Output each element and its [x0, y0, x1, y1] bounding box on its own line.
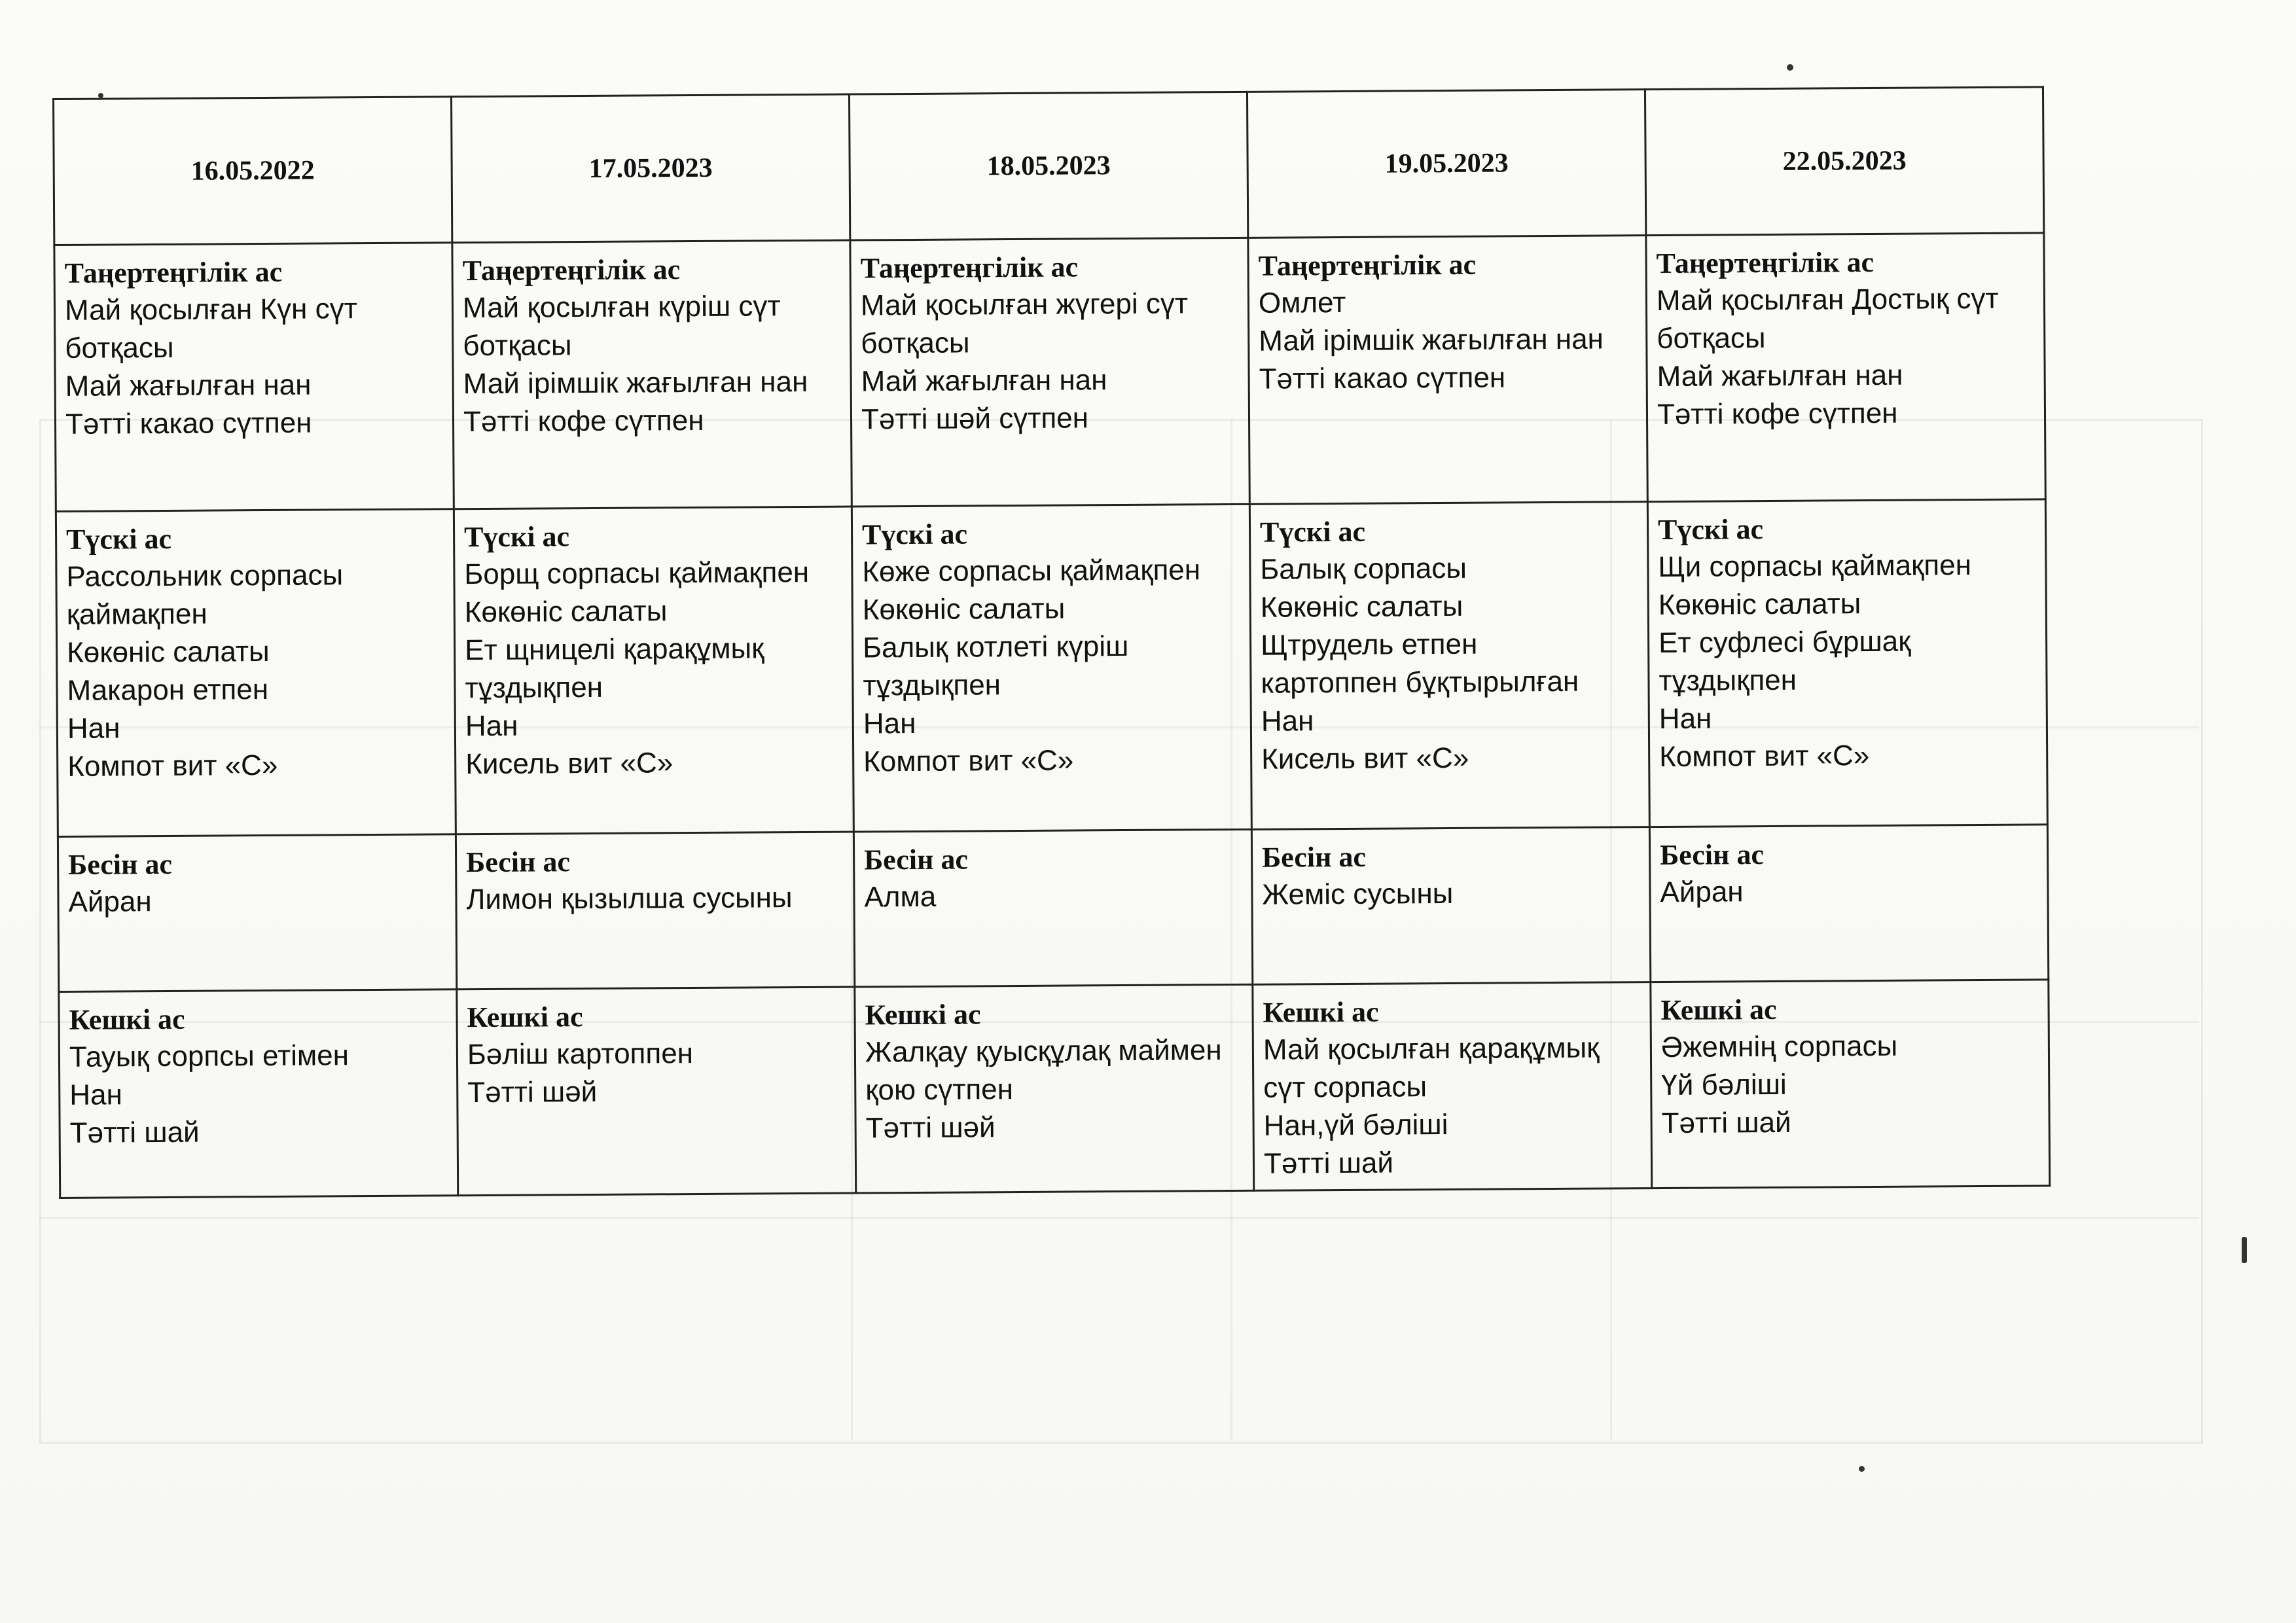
dish-item: Кисель вит «С» — [465, 747, 673, 781]
date-header — [849, 92, 1247, 240]
dish-item: Балық котлеті күріш тұздықпен — [863, 630, 1129, 702]
meal-heading: Кешкі ас — [69, 1003, 185, 1036]
menu-cell — [1649, 825, 2048, 982]
meal-heading: Бесін ас — [1261, 840, 1367, 874]
dish-item: картоппен бұқтырылған — [1261, 665, 1579, 700]
dish-item: Ет суфлесі бұршақ тұздықпен — [1658, 625, 1911, 698]
dish-item: Нан — [67, 712, 120, 745]
dish-item: Тәтті шай — [1263, 1147, 1394, 1180]
scan-speck — [98, 93, 103, 98]
date-label: 18.05.2023 — [986, 151, 1111, 182]
menu-cell — [855, 984, 1254, 1193]
meal-heading: Түскі ас — [1259, 515, 1366, 548]
dish-item: Компот вит «С» — [67, 749, 278, 783]
meal-heading: Түскі ас — [1657, 513, 1764, 546]
date-header-row — [54, 87, 2044, 245]
lunch-row — [56, 499, 2047, 837]
meal-heading: Түскі ас — [65, 522, 172, 556]
dish-item: Щи сорпасы қаймақпен — [1658, 549, 1972, 584]
menu-cell — [54, 243, 454, 512]
menu-cell — [452, 240, 852, 509]
meal-heading: Түскі ас — [861, 518, 968, 551]
dish-item: Тәтті шәй — [467, 1075, 598, 1109]
dish-item: Көкөніс салаты — [67, 635, 270, 669]
meal-heading: Кешкі ас — [467, 1001, 583, 1034]
meal-heading: Бесін ас — [863, 843, 969, 876]
meal-heading: Кешкі ас — [865, 998, 981, 1031]
scan-speck — [1787, 64, 1793, 71]
menu-cell — [1651, 980, 2050, 1188]
menu-cell — [1248, 236, 1647, 505]
dish-item: Нан — [1659, 702, 1712, 736]
date-label: 19.05.2023 — [1384, 148, 1509, 179]
dish-item: Нан — [1261, 705, 1314, 738]
dish-item: Нан,үй бәліші — [1263, 1109, 1448, 1142]
dish-item: Ет щницелі қарақұмық тұздықпен — [465, 632, 764, 705]
menu-cell — [56, 509, 456, 837]
meal-heading: Таңертеңгілік ас — [860, 251, 1079, 285]
date-header — [54, 97, 452, 245]
dish-item: Көкөніс салаты — [1658, 588, 1861, 622]
date-header — [451, 94, 850, 243]
dish-item: Макарон етпен — [67, 673, 269, 707]
dish-item: Көкөніс салаты — [1260, 590, 1463, 624]
menu-cell — [1251, 827, 1650, 985]
dish-item: Тәтті шәй — [865, 1111, 996, 1145]
date-label: 22.05.2023 — [1782, 145, 1907, 177]
menu-cell — [58, 834, 456, 992]
dish-item: Жеміс сусыны — [1262, 877, 1454, 911]
menu-body — [54, 233, 2050, 1198]
menu-cell — [1253, 982, 1652, 1191]
dish-item: Май ірімшік жағылған нан — [463, 365, 808, 401]
dish-item: Үй бәліші — [1661, 1068, 1787, 1102]
breakfast-row — [54, 233, 2045, 512]
dish-item: Май жағылған нан — [1657, 359, 1903, 393]
dish-item: Көкөніс салаты — [464, 595, 668, 629]
dish-item: Май ірімшік жағылған нан — [1259, 323, 1604, 357]
dish-item: Тәтті какао сүтпен — [65, 406, 312, 440]
dish-item: Нан — [863, 707, 916, 740]
dish-item: Тәтті шәй сүтпен — [861, 402, 1089, 436]
menu-cell — [59, 990, 458, 1198]
dish-item: Тәтті кофе сүтпен — [1657, 397, 1898, 431]
dish-item: Май қосылған қарақұмық сүт сорпасы — [1263, 1031, 1600, 1104]
dish-item: Май жағылған нан — [861, 364, 1107, 398]
menu-cell — [454, 507, 853, 834]
dish-item: Омлет — [1258, 286, 1346, 319]
dish-item: Тәтті кофе сүтпен — [463, 404, 704, 438]
dish-item: Тәтті какао сүтпен — [1259, 361, 1506, 395]
date-label: 17.05.2023 — [588, 152, 713, 184]
scan-speck — [2242, 1237, 2247, 1263]
dish-item: Нан — [465, 709, 518, 743]
dish-item: Кисель вит «С» — [1261, 741, 1469, 776]
meal-heading: Түскі ас — [463, 520, 570, 554]
meal-heading: Таңертеңгілік ас — [462, 253, 681, 287]
weekly-menu-table — [52, 86, 2051, 1199]
dish-item: Компот вит «С» — [1659, 740, 1870, 774]
dish-item: Май қосылған Достық сүт ботқасы — [1656, 282, 1999, 355]
dish-item: Нан — [69, 1079, 123, 1111]
dish-item: Айран — [1660, 876, 1744, 909]
dish-item: Көкөніс салаты — [862, 592, 1066, 626]
meal-heading: Таңертеңгілік ас — [1656, 246, 1874, 280]
dish-item: Май қосылған күріш сүт ботқасы — [462, 290, 781, 363]
dish-item: Май жағылған нан — [65, 368, 312, 402]
dish-item: Тауық сорпсы етімен — [69, 1039, 350, 1073]
menu-cell — [456, 832, 854, 990]
menu-cell — [850, 238, 1249, 507]
dish-item: Әжемнің сорпасы — [1660, 1029, 1898, 1064]
dish-item: Көже сорпасы қаймақпен — [862, 554, 1201, 588]
dish-item: Тәтті шай — [1661, 1106, 1791, 1140]
menu-cell — [1646, 233, 2045, 502]
dish-item: Май қосылған Күн сүт ботқасы — [64, 293, 357, 365]
dish-item: Рассольник сорпасы қаймақпен — [66, 559, 344, 631]
meal-heading: Бесін ас — [1659, 838, 1765, 872]
meal-heading: Кешкі ас — [1263, 995, 1379, 1029]
dish-item: Щтрудель етпен — [1260, 628, 1478, 662]
dish-item: Май қосылған жүгері сүт ботқасы — [860, 287, 1189, 360]
meal-heading: Таңертеңгілік ас — [64, 255, 283, 289]
menu-cell — [457, 987, 856, 1196]
dish-item: Борщ сорпасы қаймақпен — [464, 556, 810, 591]
menu-cell — [1647, 499, 2047, 827]
dish-item: Компот вит «С» — [863, 744, 1074, 778]
dinner-row — [59, 980, 2050, 1198]
dish-item: Балық сорпасы — [1260, 552, 1467, 586]
snack-row — [58, 825, 2048, 992]
menu-cell — [852, 504, 1251, 832]
dish-item: Бәліш картоппен — [467, 1037, 694, 1071]
meal-heading: Бесін ас — [68, 847, 173, 881]
menu-cell — [1249, 502, 1649, 830]
scan-speck — [1859, 1466, 1865, 1472]
date-label: 16.05.2022 — [190, 155, 315, 187]
dish-item: Айран — [68, 885, 152, 918]
date-header — [1247, 90, 1645, 238]
meal-heading: Кешкі ас — [1660, 993, 1777, 1027]
bleed-through-line — [39, 1217, 2199, 1219]
date-header — [1645, 87, 2043, 236]
meal-heading: Бесін ас — [465, 846, 571, 879]
dish-item: Тәтті шай — [69, 1116, 200, 1149]
meal-heading: Таңертеңгілік ас — [1258, 248, 1477, 282]
dish-item: Лимон қызылша сусыны — [466, 882, 793, 916]
dish-item: Алма — [864, 880, 937, 914]
dish-item: Жалқау қуысқұлақ маймен қою сүтпен — [865, 1034, 1222, 1107]
menu-cell — [853, 829, 1252, 987]
